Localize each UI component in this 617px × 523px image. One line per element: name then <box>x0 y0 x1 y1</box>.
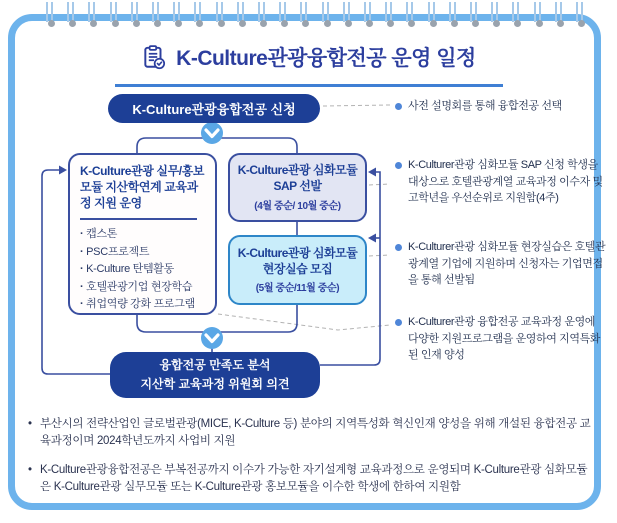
left-box-divider <box>80 218 197 220</box>
binder-ring <box>88 2 95 22</box>
annotation-3: K-Culturer관광 심화모듈 현장실습은 호텔관광계열 기업에 지원하며 신청자는 기업면접을 통해 선발됨 <box>392 239 606 289</box>
annotation-2: K-Culturer관광 심화모듈 SAP 신청 학생을 대상으로 호텔관광계열 교육과정 이수자 및 고학년을 우선순위로 지원함(4주) <box>392 157 606 207</box>
binder-ring <box>428 2 435 22</box>
flow-sap-box <box>228 153 367 222</box>
binder-ring <box>322 2 329 22</box>
sap-box-title-line2: SAP 선발 <box>273 179 322 193</box>
binder-ring <box>555 2 562 22</box>
sap-box-title-line1: K-Culture관광 심화모듈 <box>237 163 358 178</box>
left-box-item: · PSC프로젝트 <box>80 244 207 261</box>
binder-ring <box>343 2 350 22</box>
left-box-item: · 호텔관광기업 현장학습 <box>80 279 207 296</box>
left-box-item: · 취업역량 강화 프로그램 <box>80 296 207 313</box>
binder-ring <box>152 2 159 22</box>
binder-ring <box>46 2 53 22</box>
clipboard-check-icon <box>141 44 167 70</box>
binder-ring <box>279 2 286 22</box>
binder-rings <box>0 0 617 34</box>
binder-ring <box>131 2 138 22</box>
binder-ring <box>512 2 519 22</box>
page-header <box>0 42 617 72</box>
page-title: K-Culture관광융합전공 운영 일정 <box>176 47 476 70</box>
binder-ring <box>534 2 541 22</box>
binder-ring <box>491 2 498 22</box>
flow-left-box <box>68 153 217 315</box>
chevron-down-icon <box>201 327 223 349</box>
flow-field-box <box>228 235 367 305</box>
flow-end-pill <box>110 352 320 398</box>
footnotes <box>28 416 594 507</box>
left-box-title: K-Culture관광 실무/홍보 모듈 지산학연계 교육과정 지원 운영 <box>80 164 205 210</box>
binder-ring <box>385 2 392 22</box>
binder-ring <box>576 2 583 22</box>
binder-ring <box>449 2 456 22</box>
left-box-item: · 캡스톤 <box>80 226 207 243</box>
field-box-title-line2: 현장실습 모집 <box>262 261 333 276</box>
flow-start-label: K-Culture관광융합전공 신청 <box>132 102 296 117</box>
left-box-list <box>80 226 207 313</box>
annotation-4: K-Culturer관광 융합전공 교육과정 운영에 다양한 지원프로그램을 운영하여 지역특화된 인재 양성 <box>392 314 606 364</box>
binder-ring <box>237 2 244 22</box>
binder-ring <box>216 2 223 22</box>
field-box-title-line1: K-Culture관광 심화모듈 <box>237 245 358 260</box>
binder-ring <box>364 2 371 22</box>
chevron-down-icon <box>201 122 223 144</box>
binder-ring <box>406 2 413 22</box>
binder-ring <box>470 2 477 22</box>
title-underline <box>115 84 503 87</box>
annotation-1: 사전 설명회를 통해 융합전공 선택 <box>392 98 606 115</box>
binder-ring <box>67 2 74 22</box>
binder-ring <box>110 2 117 22</box>
field-box-period: (5월 중순/11월 중순) <box>255 283 340 295</box>
binder-ring <box>173 2 180 22</box>
binder-ring <box>194 2 201 22</box>
end-pill-line2: 지산학 교육과정 위원회 의견 <box>140 377 290 391</box>
binder-ring <box>300 2 307 22</box>
flow-start-pill <box>108 94 320 123</box>
footnote-item: • 부산시의 전략산업인 글로벌관광(MICE, K-Culture 등) 분야의 지역특성화 혁신인재 양성을 위해 개설된 융합전공 교육과정이며 2024학년도까지 사업비 지원 <box>28 416 594 451</box>
left-box-item: · K-Culture 탄템활동 <box>80 261 207 278</box>
end-pill-line1: 융합전공 만족도 분석 <box>159 358 271 373</box>
footnote-item: • K-Culture관광융합전공은 부복전공까지 이수가 가능한 자기설계형 교육과정으로 운영되며 K-Culture관광 심화모듈은 K-Culture관광 실무모듈 또는 K-Culture관광 홍보모듈을 이수한 학생에 한하여 지원함 <box>28 462 594 497</box>
binder-ring <box>258 2 265 22</box>
sap-box-period: (4월 중순/ 10월 중순) <box>254 200 341 212</box>
